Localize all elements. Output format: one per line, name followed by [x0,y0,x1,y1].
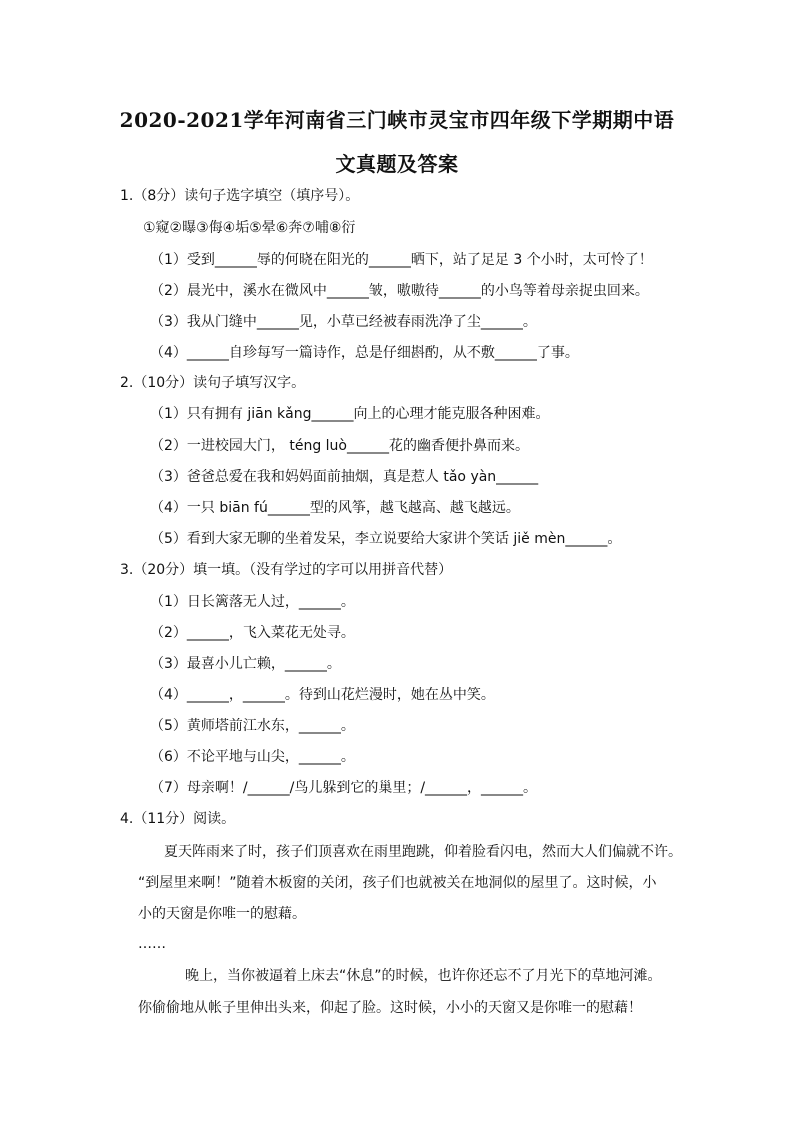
question-3-item-2: （2）______，飞入菜花无处寻。 [150,625,355,641]
reading-paragraph-2-line-2: 你偷偷地从帐子里伸出头来，仰起了脸。这时候，小小的天窗又是你唯一的慰藉！ [138,1000,642,1016]
question-3-item-3: （3）最喜小儿亡赖，______。 [150,656,341,672]
question-2-header: 2.（10分）读句子填写汉字。 [120,375,306,391]
question-2-item-1: （1）只有拥有 jiān kǎng______向上的心理才能克服各种困难。 [150,406,550,422]
reading-ellipsis: …… [138,936,166,952]
question-2-item-5: （5）看到大家无聊的坐着发呆，李立说要给大家讲个笑话 jiě mèn______。 [150,531,622,547]
question-1-item-3: （3）我从门缝中______见，小草已经被春雨洗净了尘______。 [150,314,537,330]
question-3-item-7: （7）母亲啊！/______/鸟儿躲到它的巢里；/______，______。 [150,780,538,796]
question-1-item-2: （2）晨光中，溪水在微风中______皱，嗷嗷待______的小鸟等着母亲捉虫回来。 [150,283,649,299]
question-4-header: 4.（11分）阅读。 [120,811,236,827]
reading-paragraph-1-line-2: “到屋里来啊！”随着木板窗的关闭，孩子们也就被关在地洞似的屋里了。这时候，小 [138,875,657,891]
question-3-item-1: （1）日长篱落无人过，______。 [150,594,355,610]
question-1-header: 1.（8分）读句子选字填空（填序号）。 [120,188,360,204]
question-3-item-6: （6）不论平地与山尖，______。 [150,749,355,765]
question-1-item-1: （1）受到______辱的何晓在阳光的______晒下，站了足足 3 个小时，太可怜了！ [150,252,653,268]
reading-paragraph-1-line-3: 小的天窗是你唯一的慰藉。 [138,906,306,922]
question-3-header: 3.（20分）填一填。（没有学过的字可以用拼音代替） [120,562,453,578]
question-2-item-2: （2）一进校园大门， téng luò______花的幽香便扑鼻而来。 [150,438,529,454]
question-2-item-3: （3）爸爸总爱在我和妈妈面前抽烟，真是惹人 tǎo yàn______ [150,469,539,485]
page-title-line-2: 文真题及答案 [335,152,459,176]
question-2-item-4: （4）一只 biān fú______型的风筝，越飞越高、越飞越远。 [150,500,520,516]
question-1-options: ①窥②曝③侮④垢⑤晕⑥奔⑦哺⑧衍 [143,220,356,236]
question-1-item-4: （4）______自珍每写一篇诗作，总是仔细斟酌，从不敷______了事。 [150,345,579,361]
reading-paragraph-1-line-1: 夏天阵雨来了时，孩子们顶喜欢在雨里跑跳，仰着脸看闪电，然而大人们偏就不许。 [164,844,682,860]
page-title-line-1: 2020-2021学年河南省三门峡市灵宝市四年级下学期期中语 [119,108,675,132]
reading-paragraph-2-line-1: 晚上，当你被逼着上床去“休息”的时候，也许你还忘不了月光下的草地河滩。 [185,968,662,984]
question-3-item-5: （5）黄师塔前江水东，______。 [150,718,355,734]
question-3-item-4: （4）______，______。待到山花烂漫时，她在丛中笑。 [150,687,495,703]
